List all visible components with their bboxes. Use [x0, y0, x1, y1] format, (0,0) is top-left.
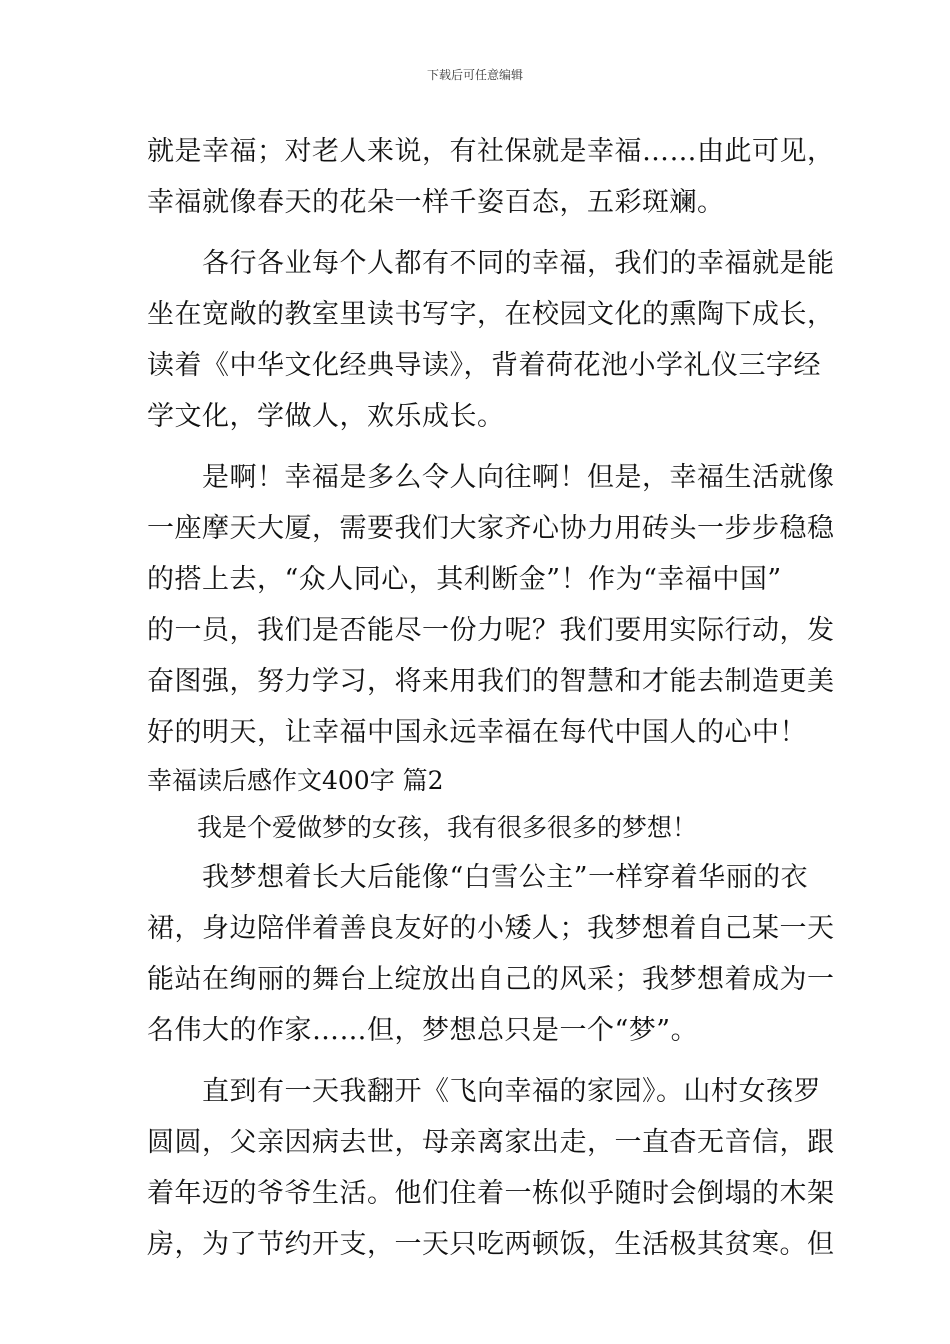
- text-line: 读着《中华文化经典导读》，背着荷花池小学礼仪三字经: [147, 350, 821, 381]
- text-line: 能站在绚丽的舞台上绽放出自己的风采；我梦想着成为一: [147, 964, 835, 995]
- text-line: 圆圆，父亲因病去世，母亲离家出走，一直杳无音信，跟: [147, 1127, 835, 1158]
- paragraph: [147, 1066, 835, 1270]
- text-line: 奋图强，努力学习，将来用我们的智慧和才能去制造更美: [147, 666, 835, 697]
- text-line: 直到有一天我翻开《飞向幸福的家园》。山村女孩罗: [147, 1076, 821, 1107]
- paragraph: [147, 126, 835, 228]
- text-line: 坐在宽敞的教室里读书写字，在校园文化的熏陶下成长，: [147, 299, 835, 330]
- intro-line: 我是个爱做梦的女孩，我有很多很多的梦想！: [147, 813, 698, 842]
- text-line: 各行各业每个人都有不同的幸福，我们的幸福就是能: [147, 248, 835, 279]
- text-line: 学文化，学做人，欢乐成长。: [147, 401, 505, 432]
- text-line: 名伟大的作家……但，梦想总只是一个“梦”。: [147, 1015, 699, 1046]
- text-line: 就是幸福；对老人来说，有社保就是幸福……由此可见，: [147, 136, 835, 167]
- text-line: 的搭上去，“众人同心，其利断金”！作为“幸福中国”: [147, 564, 782, 595]
- paragraph: [147, 852, 835, 1056]
- page-header: 下载后可任意编辑: [426, 68, 523, 82]
- text-line: 是啊！幸福是多么令人向往啊！但是，幸福生活就像: [147, 462, 835, 493]
- text-line: 幸福就像春天的花朵一样千姿百态，五彩斑斓。: [147, 187, 725, 218]
- document-body: [147, 126, 835, 1270]
- text-line: 我梦想着长大后能像“白雪公主”一样穿着华丽的衣: [147, 862, 809, 893]
- text-line: 好的明天，让幸福中国永远幸福在每代中国人的心中！: [147, 717, 807, 748]
- text-line: 着年迈的爷爷生活。他们住着一栋似乎随时会倒塌的木架: [147, 1178, 835, 1209]
- text-line: 房，为了节约开支，一天只吃两顿饭，生活极其贫寒。但: [147, 1229, 835, 1260]
- section-title: 幸福读后感作文400字 篇2: [147, 766, 444, 795]
- paragraph: [147, 452, 835, 758]
- text-line: 裙，身边陪伴着善良友好的小矮人；我梦想着自己某一天: [147, 913, 835, 944]
- text-line: 一座摩天大厦，需要我们大家齐心协力用砖头一步步稳稳: [147, 513, 835, 544]
- text-line: 的一员，我们是否能尽一份力呢？我们要用实际行动，发: [147, 615, 835, 646]
- paragraph: [147, 238, 835, 442]
